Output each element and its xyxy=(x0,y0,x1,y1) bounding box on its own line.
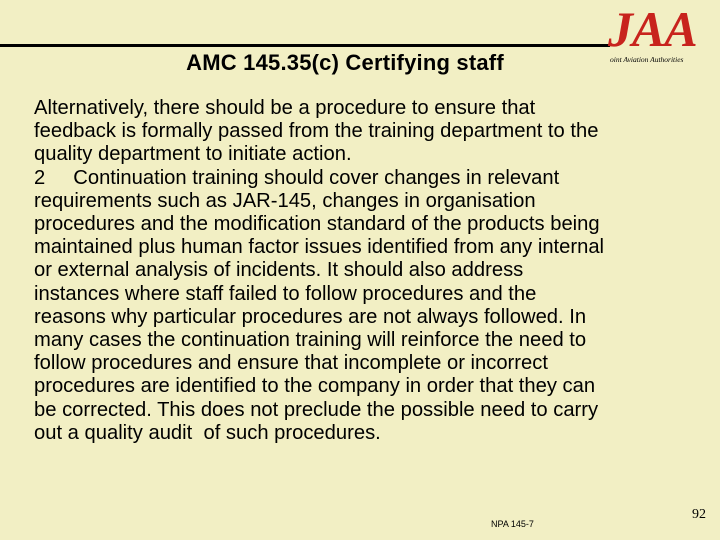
body-line: quality department to initiate action. xyxy=(34,143,352,166)
body-line: procedures are identified to the company in order that they can xyxy=(34,375,596,398)
body-line: Alternatively, there should be a procedure to ensure that xyxy=(34,97,536,119)
body-line: follow procedures and ensure that incomplete or incorrect xyxy=(34,352,548,375)
body-line: maintained plus human factor issues identified from any internal xyxy=(34,236,605,259)
body-line: requirements such as JAR-145, changes in organisation xyxy=(34,189,536,212)
logo-letters: JAA xyxy=(608,1,697,57)
page-number: 92 xyxy=(692,507,706,522)
body-line: reasons why particular procedures are not always followed. In xyxy=(34,305,587,328)
body-line: many cases the continuation training will reinforce the need to xyxy=(34,329,587,352)
title-rule xyxy=(0,44,610,47)
body-line: procedures and the modification standard of the products being xyxy=(34,213,600,236)
body-line: 2 Continuation training should cover changes in relevant xyxy=(34,166,560,189)
logo-tagline: oint Aviation Authorities xyxy=(610,55,684,64)
body-line: out a quality audit of such procedures. xyxy=(34,421,381,444)
body-line: be corrected. This does not preclude the possible need to carry xyxy=(34,398,599,421)
body-line: feedback is formally passed from the training department to the xyxy=(34,120,599,143)
document-reference: NPA 145-7 xyxy=(491,519,534,529)
jaa-logo xyxy=(606,2,718,68)
page-title: AMC 145.35(c) Certifying staff xyxy=(186,50,504,75)
body-line: instances where staff failed to follow procedures and the xyxy=(34,282,537,305)
body-line: or external analysis of incidents. It should also address xyxy=(34,259,524,282)
body-text xyxy=(34,97,720,445)
